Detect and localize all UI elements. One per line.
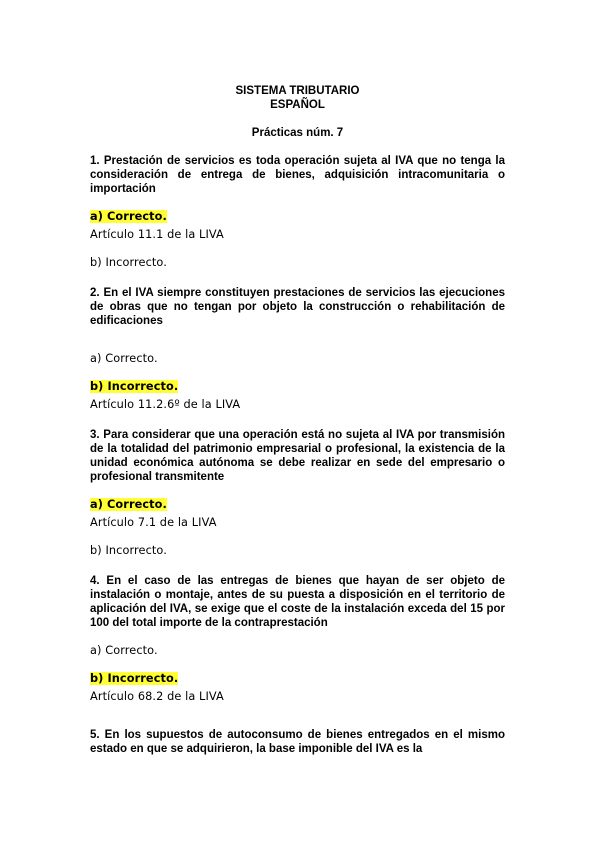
- answer-option-a: [90, 498, 505, 512]
- legal-reference: Artículo 68.2 de la LIVA: [90, 690, 224, 703]
- answer-option-a: [90, 210, 505, 224]
- question-text: 2. En el IVA siempre constituyen prestaciones de servicios las ejecuciones de obras que no tengan por objeto la construcción o rehabilitación de edificaciones: [90, 287, 505, 327]
- question-block-3: [90, 428, 505, 558]
- title-line-2: ESPAÑOL: [270, 99, 325, 111]
- answer-option-b: b) Incorrecto.: [90, 256, 167, 269]
- question-text: 4. En el caso de las entregas de bienes que hayan de ser objeto de instalación o montaje, antes de su puesta a disposición en el territorio de aplicación del IVA, se exige que el coste de la instalación exceda del 15 por 100 del total importe de la contraprestación: [90, 575, 505, 629]
- legal-reference: Artículo 11.2.6º de la LIVA: [90, 398, 241, 411]
- legal-reference: Artículo 11.1 de la LIVA: [90, 228, 224, 241]
- correct-answer-highlight: a) Correcto.: [90, 498, 167, 511]
- question-text: 1. Prestación de servicios es toda operación sujeta al IVA que no tenga la consideración de entrega de bienes, adquisición intracomunitaria o importación: [90, 155, 505, 195]
- question-text: 5. En los supuestos de autoconsumo de bienes entregados en el mismo estado en que se adquirieron, la base imponible del IVA es la: [90, 729, 505, 755]
- document-header: [90, 84, 505, 140]
- answer-option-a: a) Correcto.: [90, 644, 158, 657]
- question-block-1: [90, 154, 505, 270]
- legal-reference: Artículo 7.1 de la LIVA: [90, 516, 217, 529]
- answer-option-b: [90, 380, 505, 394]
- answer-option-b: b) Incorrecto.: [90, 544, 167, 557]
- question-block-2: [90, 286, 505, 412]
- correct-answer-highlight: a) Correcto.: [90, 210, 167, 223]
- page-subtitle: Prácticas núm. 7: [251, 127, 344, 139]
- question-block-5: [90, 728, 505, 756]
- answer-option-b: [90, 672, 505, 686]
- correct-answer-highlight: b) Incorrecto.: [90, 380, 179, 393]
- question-block-4: [90, 574, 505, 704]
- title-line-1: SISTEMA TRIBUTARIO: [235, 85, 360, 97]
- document-page: [90, 84, 505, 756]
- question-text: 3. Para considerar que una operación está no sujeta al IVA por transmisión de la totalidad del patrimonio empresarial o profesional, la existencia de la unidad económica autónoma se debe realizar en sede del empresario o profesional transmitente: [90, 429, 505, 483]
- correct-answer-highlight: b) Incorrecto.: [90, 672, 179, 685]
- answer-option-a: a) Correcto.: [90, 352, 158, 365]
